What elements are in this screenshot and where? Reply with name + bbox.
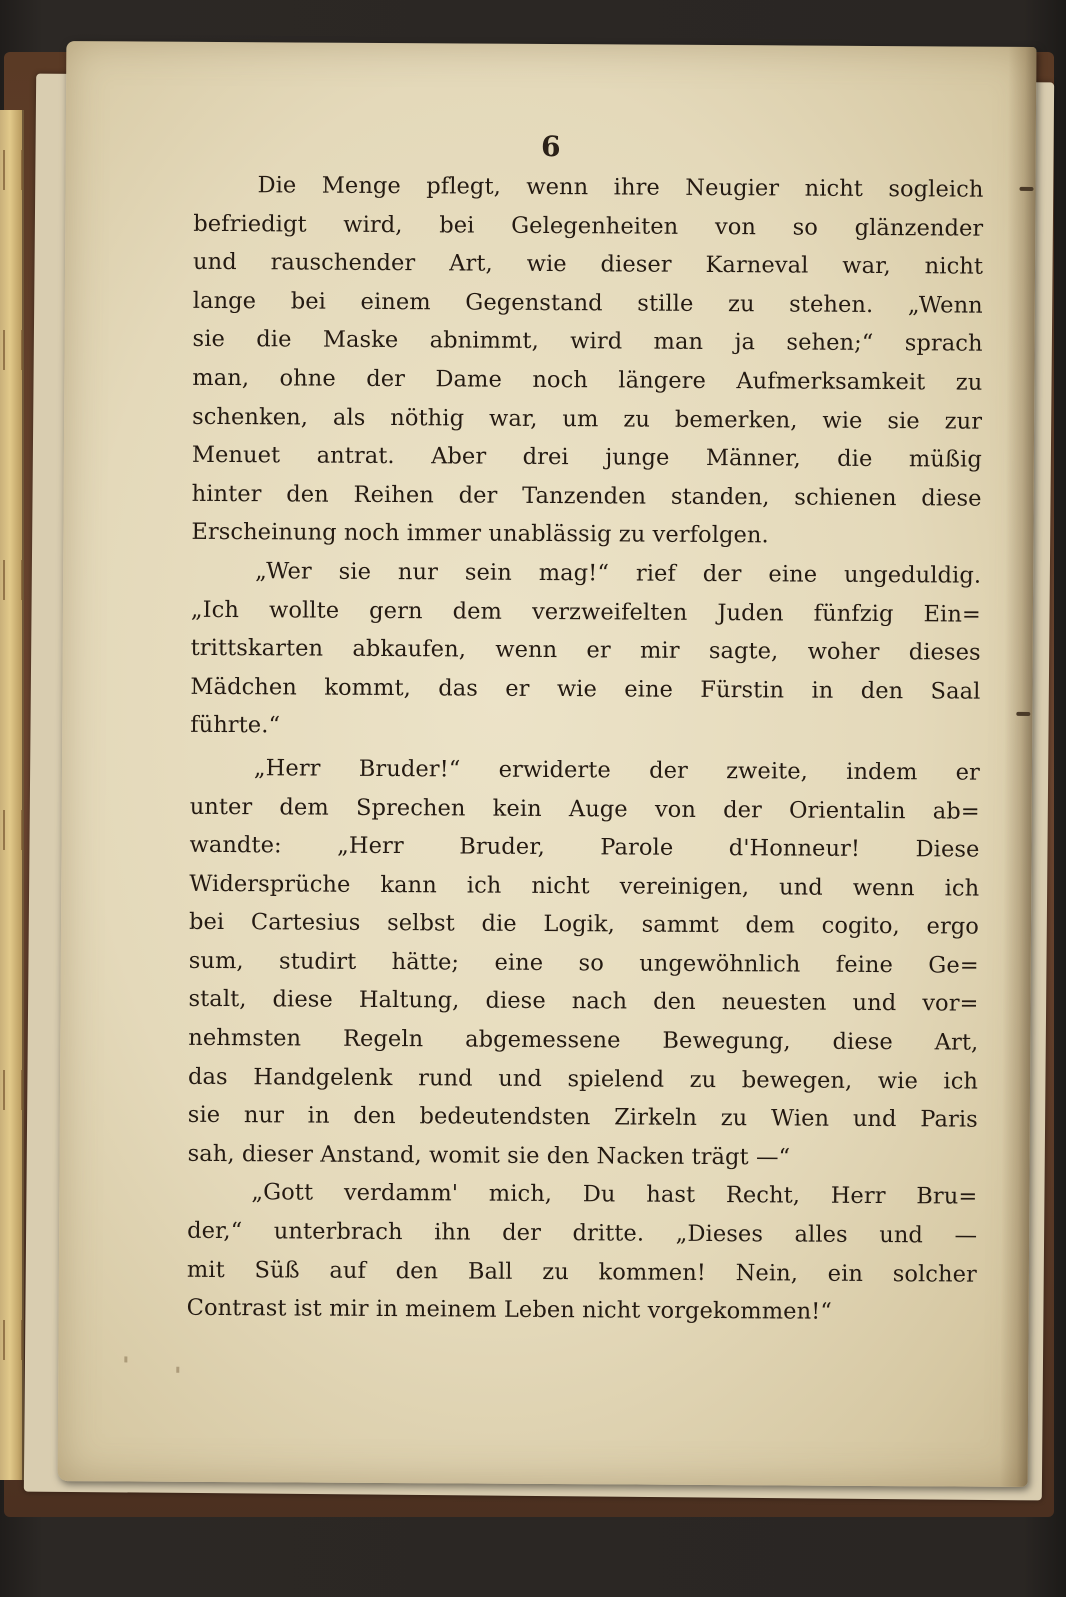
- text-line: Widersprüche kann ich nicht vereinigen, und wenn ich: [189, 870, 980, 902]
- text-line: befriedigt wird, bei Gelegenheiten von so glänzender: [193, 210, 984, 242]
- text-line: wandte: „Herr Bruder, Parole d'Honneur! Diese: [189, 831, 980, 863]
- text-line: schenken, als nöthig war, um zu bemerken, wie sie zur: [192, 403, 983, 435]
- paper-speck: [176, 1367, 179, 1373]
- text-line: sie nur in den bedeutendsten Zirkeln zu Wien und Paris: [187, 1102, 978, 1133]
- text-line: sum, studirt hätte; eine so ungewöhnlich feine Ge=: [188, 947, 979, 979]
- text-line: „Gott verdamm' mich, Du hast Recht, Herr Bru=: [251, 1179, 978, 1211]
- text-line: Mädchen kommt, das er wie eine Fürstin in den Saal: [190, 673, 981, 705]
- text-line: unter dem Sprechen kein Auge von der Orientalin ab=: [189, 793, 980, 825]
- text-line: mit Süß auf den Ball zu kommen! Nein, ein solcher: [186, 1256, 977, 1288]
- text-line: lange bei einem Gegenstand stille zu stehen. „Wenn: [192, 287, 983, 319]
- spine-binding-strip: [0, 110, 24, 1480]
- text-line: Die Menge pflegt, wenn ihre Neugier nicht sogleich: [257, 172, 984, 203]
- binding-mark: [3, 1320, 23, 1360]
- binding-thread: [1016, 712, 1030, 716]
- binding-thread: [1020, 187, 1034, 191]
- body-text: [187, 166, 984, 1333]
- text-line: das Handgelenk rund und spielend zu bewegen, wie ich: [188, 1063, 979, 1095]
- paragraph-1: [191, 166, 983, 557]
- page-number: 6: [540, 129, 561, 164]
- text-line: Menuet antrat. Aber drei junge Männer, die müßig: [191, 441, 982, 473]
- text-line: Erscheinung noch immer unablässig zu verfolgen.: [191, 519, 769, 549]
- paper-speck: [124, 1356, 127, 1362]
- text-line: man, ohne der Dame noch längere Aufmerksamkeit zu: [192, 364, 983, 396]
- binding-mark: [3, 810, 23, 850]
- text-line: bei Cartesius selbst die Logik, sammt dem cogito, ergo: [188, 909, 980, 940]
- text-line: hinter den Reihen der Tanzenden standen, schienen diese: [191, 480, 982, 512]
- text-line: trittskarten abkaufen, wenn er mir sagte, woher dieses: [190, 634, 981, 666]
- text-line: stalt, diese Haltung, diese nach den neuesten und vor=: [188, 986, 979, 1018]
- binding-mark: [3, 330, 23, 370]
- binding-mark: [3, 560, 23, 600]
- text-line: „Herr Bruder!“ erwiderte der zweite, indem er: [253, 755, 981, 786]
- text-line: „Ich wollte gern dem verzweifelten Juden fünfzig Ein=: [190, 596, 982, 628]
- text-line: nehmsten Regeln abgemessene Bewegung, diese Art,: [188, 1024, 979, 1056]
- paragraph-3: [187, 749, 980, 1178]
- text-line: führte.“: [190, 712, 281, 739]
- paragraph-4: [187, 1173, 978, 1332]
- text-line: Contrast ist mir in meinem Leben nicht vorgekommen!“: [186, 1295, 833, 1325]
- text-line: „Wer sie nur sein mag!“ rief der eine ungeduldig.: [255, 558, 982, 589]
- text-line: der,“ unterbrach ihn der dritte. „Dieses alles und —: [187, 1217, 978, 1249]
- paragraph-2: [190, 552, 981, 750]
- text-line: sah, dieser Anstand, womit sie den Nacken trägt —“: [187, 1140, 791, 1171]
- text-line: sie die Maske abnimmt, wird man ja sehen;“ sprach: [192, 326, 983, 358]
- book-page: [58, 41, 1037, 1487]
- binding-mark: [3, 1070, 23, 1110]
- text-line: und rauschender Art, wie dieser Karneval war, nicht: [192, 249, 984, 280]
- binding-mark: [3, 150, 23, 190]
